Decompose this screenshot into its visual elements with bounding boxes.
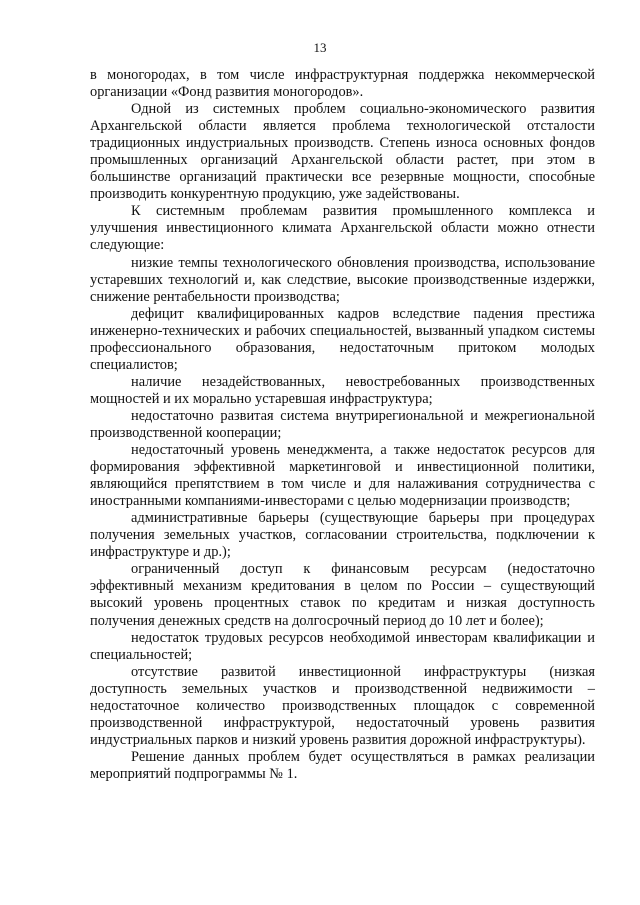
list-item: недостаток трудовых ресурсов необходимой инвесторам квалификации и специальностей;	[90, 629, 595, 663]
list-item: наличие незадействованных, невостребованных производственных мощностей и их морально устаревшая инфраструктура;	[90, 373, 595, 407]
paragraph: К системным проблемам развития промышленного комплекса и улучшения инвестиционного климата Архангельской области можно отнести следующие:	[90, 203, 595, 254]
list-item: ограниченный доступ к финансовым ресурсам (недостаточно эффективный механизм кредитования в целом по России – существующий высокий уровень процентных ставок по кредитам и низкая доступность получения денежных средств на долгосрочный период до 10 лет и более);	[90, 561, 595, 629]
paragraph: Решение данных проблем будет осуществляться в рамках реализации мероприятий подпрограммы № 1.	[90, 748, 595, 782]
paragraph: в моногородах, в том числе инфраструктурная поддержка некоммерческой организации «Фонд развития моногородов».	[90, 67, 595, 101]
page-number: 13	[313, 40, 327, 55]
list-item: недостаточно развитая система внутрирегиональной и межрегиональной производственной кооперации;	[90, 407, 595, 441]
list-item: недостаточный уровень менеджмента, а также недостаток ресурсов для формирования эффективной маркетинговой и инвестиционной политики, являющийся препятствием в том числе и для налаживания сотрудничества с иностранными компаниями-инвесторами с целью модернизации производств;	[90, 442, 595, 510]
list-item: административные барьеры (существующие барьеры при процедурах получения земельных участков, согласовании строительства, подключении к инфраструктуре и др.);	[90, 510, 595, 561]
document-body	[90, 67, 595, 783]
list-item: дефицит квалифицированных кадров вследствие падения престижа инженерно-технических и рабочих специальностей, вызванный упадком системы профессионального образования, недостаточным притоком молодых специалистов;	[90, 305, 595, 373]
list-item: низкие темпы технологического обновления производства, использование устаревших технологий и, как следствие, высокие производственные издержки, снижение рентабельности производства;	[90, 254, 595, 305]
list-item: отсутствие развитой инвестиционной инфраструктуры (низкая доступность земельных участков и производственной недвижимости – недостаточное количество производственных площадок с современной производственной инфраструктурой, недостаточный уровень развития индустриальных парков и низкий уровень развития дорожной инфраструктуры).	[90, 663, 595, 748]
paragraph: Одной из системных проблем социально-экономического развития Архангельской области является проблема технологической отсталости традиционных индустриальных производств. Степень износа основных фондов промышленных организаций Архангельской области растет, при этом в большинстве организаций практически все резервные мощности, способные производить конкурентную продукцию, уже задействованы.	[90, 101, 595, 203]
